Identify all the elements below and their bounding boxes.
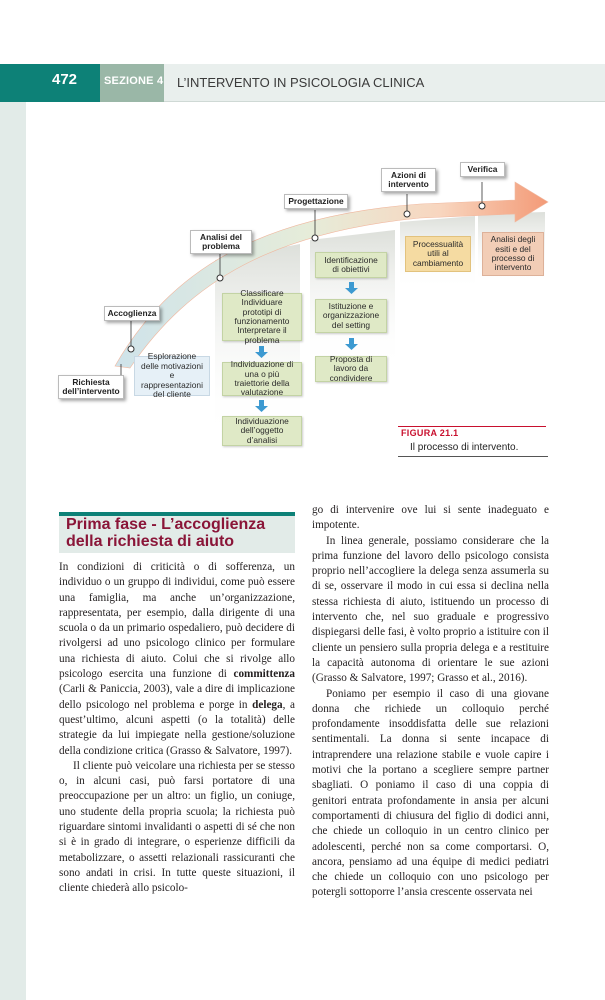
section-heading: Prima fase - L’accoglienza della richiesta di aiuto [66,516,266,550]
stage-analisi: Analisi del problema [190,230,252,254]
stage-verifica: Verifica [460,162,505,177]
running-header [0,64,605,102]
section-label: SEZIONE 4 [104,75,164,87]
page-number-block [0,64,100,102]
figure-caption-label: FIGURA 21.1 [401,428,459,438]
box-processualita: Processualità utili al cambiamento [405,236,471,272]
left-column [59,560,295,897]
box-esplorazione: Esplorazione delle motivazioni e rappresentazioni del cliente [134,356,210,396]
figure-caption-text: Il processo di intervento. [410,442,519,453]
caption-underline [398,456,548,457]
chapter-title: L’INTERVENTO IN PSICOLOGIA CLINICA [177,75,425,90]
box-individuazione-oggetto: Individuazione dell’oggetto d’analisi [222,416,302,446]
keyword-delega: delega [252,698,283,711]
stage-azioni: Azioni di intervento [381,168,436,192]
box-proposta: Proposta di lavoro da condividere [315,356,387,382]
stage-accoglienza: Accoglienza [104,306,160,321]
text-span: (Carli & Paniccia, 2003), vale a dire di implicazione dello psicologo nel problema e porge in [59,683,295,711]
keyword-committenza: committenza [233,668,295,681]
paragraph: go di intervenire ove lui si sente inadeguato e impotente. [312,504,549,532]
box-identificazione: Identificazione di obiettivi [315,252,387,278]
text-span: In condizioni di criticità o di sofferenza, un individuo o un gruppo di individui, come può essere una famiglia, ma anche un’organizzazione, rappresentata, per esempio, dalla dirigente di una scuola o da un primario ospedaliero, può decidere di rivolgersi ad uno psicologo clinico per formulare una richiesta di aiuto. Colui che si rivolge allo psicologo esercita una funzione di [59,561,295,681]
paragraph [59,560,295,759]
box-classificare: Classificare Individuare prototipi di funzionamento Interpretare il problema [222,293,302,341]
paragraph: Il cliente può veicolare una richiesta per se stesso o, in alcuni casi, può farsi portatore di una preoccupazione per un altro: un figlio, un coniuge, uno studente della propria scuola; la richiesta può riguardare sintomi invalidanti o aspetti di sé che non si è in grado di integrare, o esperienze difficili da metabolizzare, o assetti relazionali rassicuranti che sono andati in crisi. In tutte queste situazioni, il cliente chiederà allo psicolo- [59,759,295,895]
box-analisi-esiti: Analisi degli esiti e del processo di intervento [482,232,544,276]
stage-richiesta: Richiesta dell’intervento [58,375,124,399]
right-column [312,503,549,901]
caption-rule [398,426,546,427]
stage-progettazione: Progettazione [284,194,348,209]
figure-process [0,150,605,460]
paragraph: In linea generale, possiamo considerare che la prima funzione del lavoro dello psicologo consista proprio nell’accogliere la delega senza assumerla su di se, osservare il modo in cui essa si declina nella stessa richiesta di aiuto, istituendo un processo di intervento che, nel suo graduale e progressivo dispiegarsi delle fasi, è volto proprio a istituire con il cliente un pensiero sulla propria delega e a restituire la capacità autonoma di orientare le sue azioni (Grasso & Salvatore, 1997; Grasso et al., 2016). [312,534,549,685]
paragraph: Poniamo per esempio il caso di una giovane donna che richiede un colloquio perché profondamente insoddisfatta delle sue relazioni sentimentali. La donna si sente incapace di intraprendere una relazione stabile e vuole capire i motivi che la portano a scegliere sempre partner sbagliati. O poniamo il caso di una coppia di genitori entrata profondamente in ansia per alcuni comportamenti di chiusura del figlio di dodici anni, che chiede un colloquio in un centro clinico per adolescenti, perché non sa come comportarsi. O, ancora, pensiamo ad una équipe di medici pediatri che chiede un colloquio con uno psicologo per potergli sottoporre l’ansia crescente osservata nei [312,687,549,899]
text-span: , a quest’ultimo, alcuni aspetti (o la totalità) delle strategie da lui impiegate nella gestione/soluzione della condizione critica (Grasso & Salvatore, 1997). [59,698,296,757]
box-istituzione: Istituzione e organizzazione del setting [315,299,387,333]
box-individuazione-traiettorie: Individuazione di una o più traiettorie della valutazione [222,362,302,396]
page-number: 472 [52,71,78,88]
